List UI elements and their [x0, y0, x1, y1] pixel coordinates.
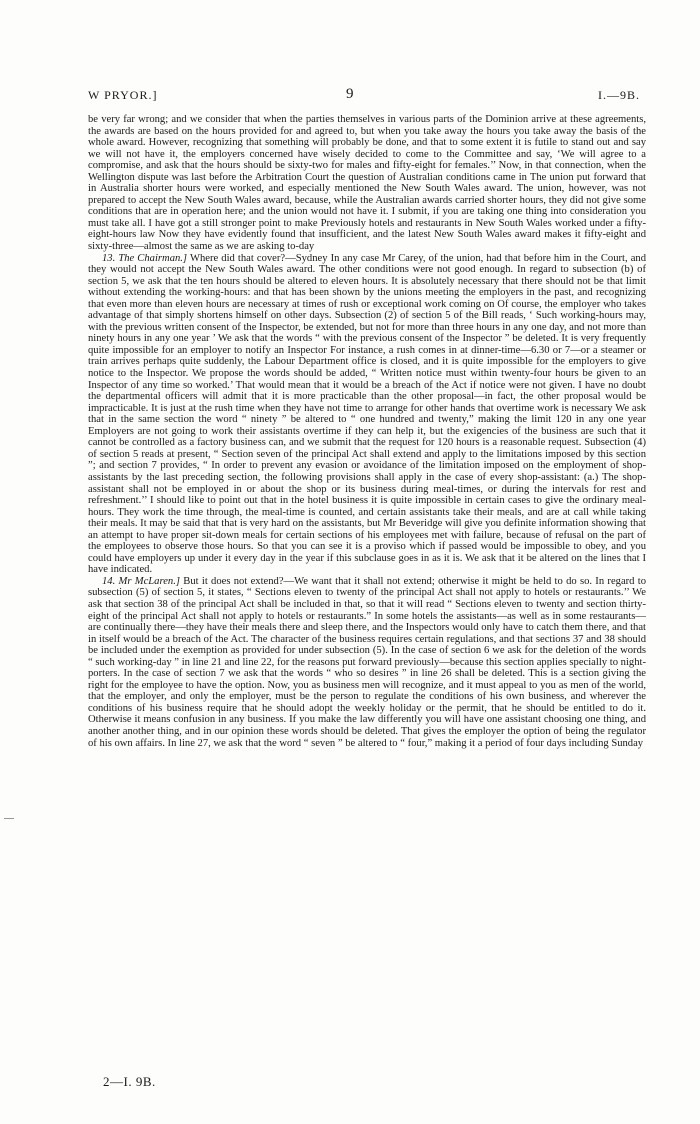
- witness-name: W PRYOR.]: [88, 88, 158, 102]
- paper-reference: I.—9B.: [598, 88, 640, 102]
- paragraph-13-lead: 13. The Chairman.]: [102, 252, 188, 264]
- paragraph-13: [88, 253, 646, 576]
- page-header: [88, 88, 640, 108]
- body-text: [88, 114, 646, 749]
- paragraph-14-text: But it does not extend?—We want that it shall not extend; otherwise it might be held to do so. In regard to subsection (5) of section 5, it states, “ Sections eleven to twenty of the principal Act shall not apply to hotels or restaurants.’’ We ask that section 38 of the principal Act shall be included in that, so that it will read “ Sections eleven to twenty and section thirty-eight of the principal Act shall not apply to hotels or restaurants.” In some hotels the assistants—as well as in some restaurants—are continually there—they have their meals there and sleep there, and the Inspectors would only have to catch them there, and that in itself would be a breach of the Act. The character of the business requires certain regulations, and that sections 37 and 38 should be included under the exemption as provided for under subsection (5). In the case of section 6 we ask for the deletion of the words “ such working-day ” in line 21 and line 22, for the reasons put forward previously—because this section applies specially to night-porters. In the case of section 7 we ask that the words “ who so desires ” in line 26 shall be deleted. This is a section giving the right for the employee to have the option. Now, you as business men will recognize, and it must appeal to you as men of the world, that the employer, and only the employer, must be the person to regulate the conditions of his own business, and wherever the conditions of his business require that he should adopt the weekly holiday or the permit, that he should be entitled to do it. Otherwise it means confusion in any business. If you make the law differently you will have one assistant choosing one thing, and another another thing, and in our opinion these words should be deleted. That gives the employer the option of being the regulator of his own affairs. In line 27, we ask that the word “ seven ” be altered to “ four,” making it a period of four days including Sunday: [88, 575, 646, 749]
- margin-mark: [4, 818, 14, 819]
- page-number: 9: [346, 86, 354, 102]
- paragraph-14: [88, 576, 646, 749]
- paragraph-14-lead: 14. Mr McLaren.]: [102, 575, 180, 587]
- paragraph-13-text: Where did that cover?—Sydney In any case Mr Carey, of the union, had that before him in the Court, and they would not accept the New South Wales award. The other conditions were not good enough. In regard to subsection (b) of section 5, we ask that the ten hours should be altered to eleven hours. It is absolutely necessary that there should not be that limit without extending the working-hours: and that has been shown by the unions meeting the employers in the past, and recognizing that even more than eleven hours are necessary at times of rush or exceptional work coming on Of course, the employer who takes advantage of that simply shortens himself on other days. Subsection (2) of section 5 of the Bill reads, ‘ Such working-hours may, with the previous written consent of the Inspector, be extended, but not for more than three hours in any one day, and not more than ninety hours in any one year ’ We ask that the words “ with the previous consent of the Inspector ” be deleted. It is very frequently quite impossible for an employer to notify an Inspector For instance, a rush comes in at dinner-time—6.30 or 7—or a steamer or train arrives perhaps quite suddenly, the Labour Department office is closed, and it is quite impossible for the employers to give notice to the Inspector. We propose the words should be added, “ Written notice must within twenty-four hours be given to an Inspector of any time so worked.’ That would mean that it would be a breach of the Act if notice were not given. I have no doubt the departmental officers will admit that it is more practicable than the other proposal—in fact, the other proposal would be impracticable. It is just at the rush time when they have not time to arrange for other hands that overtime work is necessary We ask that in the same section the word “ ninety ” be altered to “ one hundred and twenty,” making the limit 120 in any one year Employers are not going to work their assistants overtime if they can help it, but the exigencies of the business are such that it cannot be controlled as a factory business can, and we submit that the request for 120 hours is a reasonable request. Subsection (4) of section 5 reads at present, “ Section seven of the principal Act shall extend and apply to the limitations imposed by this section ”; and section 7 provides, “ In order to prevent any evasion or avoidance of the limitation imposed on the employment of shop-assistants by the last preceding section, the following provisions shall apply in the case of every shop-assistant: (a.) The shop-assistant shall not be employed in or about the shop or its business during meal-times, or during the intervals for rest and refreshment.’’ I should like to point out that in the hotel business it is quite impossible in certain cases to give the ordinary meal-hours. They work the time through, the meal-time is counted, and certain assistants take their meals, and are at call while taking their meals. It may be said that that is very hard on the assistants, but Mr Beveridge will give you definite information showing that an attempt to have proper sit-down meals for certain sections of his employees met with failure, because of refusal on the part of the employees to observe those hours. So that you can see it is a proviso which if passed would be impossible to obey, and you could have employers up under it every day in the year if this subclause goes in as it is. We ask that it be altered on the lines that I have indicated.: [88, 252, 646, 576]
- paragraph-1-text: be very far wrong; and we consider that when the parties themselves in various parts of the Dominion arrive at these agreements, the awards are based on the hours provided for and agreed to, but when you take away the hours you take away the basis of the whole award. However, recognizing that something will probably be done, and that to some extent it is futile to stand out and say we will not have it, the employers concerned have wisely decided to come to the Committee and say, ‘We will agree to a compromise, and ask that the hours should be sixty-two for males and fifty-eight for females.’’ Now, in that connection, when the Wellington dispute was last before the Arbitration Court the question of Australian conditions came in The union put forward that in Australia shorter hours were worked, and especially mentioned the New South Wales award. The union, however, was not prepared to accept the New South Wales award, because, while the Australian awards carried shorter hours, they did not give some conditions that are in operation here; and the union would not have it. I submit, if you are taking one thing into consideration you must take all. I have got a still stronger point to make Previously hotels and restaurants in New South Wales worked under a fifty-eight-hours law Now they have evidently found that insufficient, and the latest New South Wales award makes it fifty-eight and sixty-three—almost the same as we are asking to-day: [88, 114, 646, 253]
- signature-mark: 2—I. 9B.: [103, 1074, 156, 1089]
- paragraph-1: [88, 114, 646, 253]
